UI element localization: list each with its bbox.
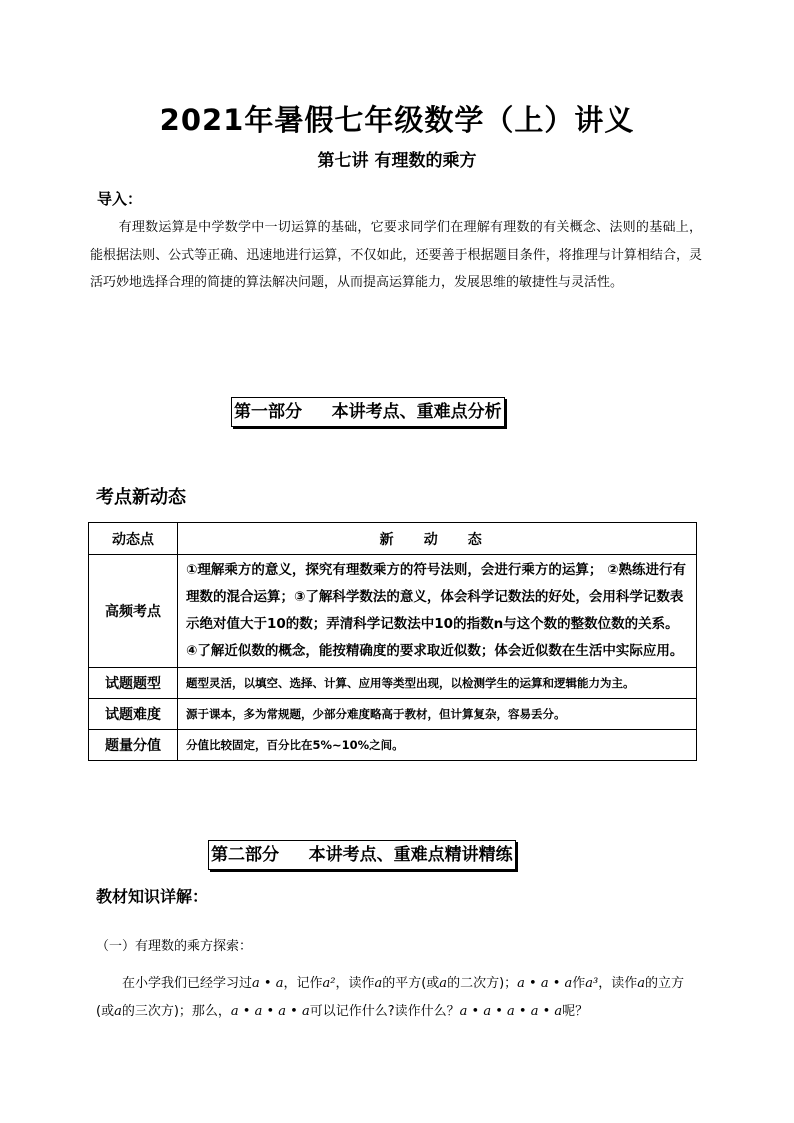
text-run: 作 [572,976,586,991]
text-run: 在小学我们已经学习过 [122,976,253,991]
math-expression: a [439,976,448,991]
text-run: ，读作 [598,976,638,991]
page-title: 2021年暑假七年级数学（上）讲义 [159,103,635,137]
math-expression: a • a • a • a • a [459,1004,563,1019]
section-1-title: 第一部分 本讲考点、重难点分析 [231,397,505,427]
row-label: 高频考点 [89,555,178,668]
column-header-dynamic-point: 动态点 [89,523,178,555]
math-expression: a [637,976,646,991]
powers-paragraph [96,970,702,1026]
textbook-heading: 教材知识详解： [96,887,209,906]
row-content: 题型灵活，以填空、选择、计算、应用等类型出现，以检测学生的运算和逻辑能力为主。 [178,668,697,699]
row-content: 分值比较固定，百分比在5%~10%之间。 [178,730,697,761]
math-expression: a [114,1004,122,1019]
text-run: ，记作 [283,976,323,991]
math-expression: a • a • a [517,976,573,991]
text-run: 的三次方)；那么， [121,1004,231,1019]
row-content: 源于课本，多为常规题，少部分难度略高于教材，但计算复杂，容易丢分。 [178,699,697,730]
lecture-subtitle: 第七讲 有理数的乘方 [317,151,477,171]
intro-label: 导入： [97,190,143,208]
column-header-new-dynamics: 新 动 态 [178,523,697,555]
section-2-title: 第二部分 本讲考点、重难点精讲精练 [208,840,516,870]
powers-subheading: （一）有理数的乘方探索： [96,939,253,954]
intro-paragraph: 有理数运算是中学数学中一切运算的基础，它要求同学们在理解有理数的有关概念、法则的基础上，能根据法则、公式等正确、迅速地进行运算，不仅如此，还要善于根据题目条件，将推理与计算相结合，灵活巧妙地选择合理的简捷的算法解决问题，从而提高运算能力，发展思维的敏捷性与灵活性。 [90,220,702,290]
row-content: ①理解乘方的意义，探究有理数乘方的符号法则，会进行乘方的运算； ②熟练进行有理数的混合运算；③了解科学数法的意义，体会科学记数法的好处，会用科学记数表示绝对值大于10的数；弄清科学记数法中10的指数n与这个数的整数位数的关系。④了解近似数的概念，能按精确度的要求取近似数；体会近似数在生活中实际应用。 [178,555,697,668]
table-row [89,730,697,761]
table-row [89,699,697,730]
text-run: 的二次方)； [447,976,518,991]
math-expression: a³ [585,976,599,991]
text-run: 的平方(或 [382,976,440,991]
math-expression: a² [322,976,336,991]
row-label: 试题难度 [89,699,178,730]
dynamics-heading: 考点新动态 [96,487,186,508]
text-run: 可以记作什么?读作什么？ [309,1004,460,1019]
math-expression: a • a [252,976,284,991]
table-row [89,668,697,699]
row-label: 题量分值 [89,730,178,761]
text-run: 呢？ [562,1004,589,1019]
table-header-row [89,523,697,555]
math-expression: a • a • a • a [230,1004,310,1019]
text-run: 的立方(或 [96,976,685,1019]
text-run: ，读作 [335,976,375,991]
exam-dynamics-table [88,522,697,761]
table-row [89,555,697,668]
row-label: 试题题型 [89,668,178,699]
math-expression: a [374,976,383,991]
